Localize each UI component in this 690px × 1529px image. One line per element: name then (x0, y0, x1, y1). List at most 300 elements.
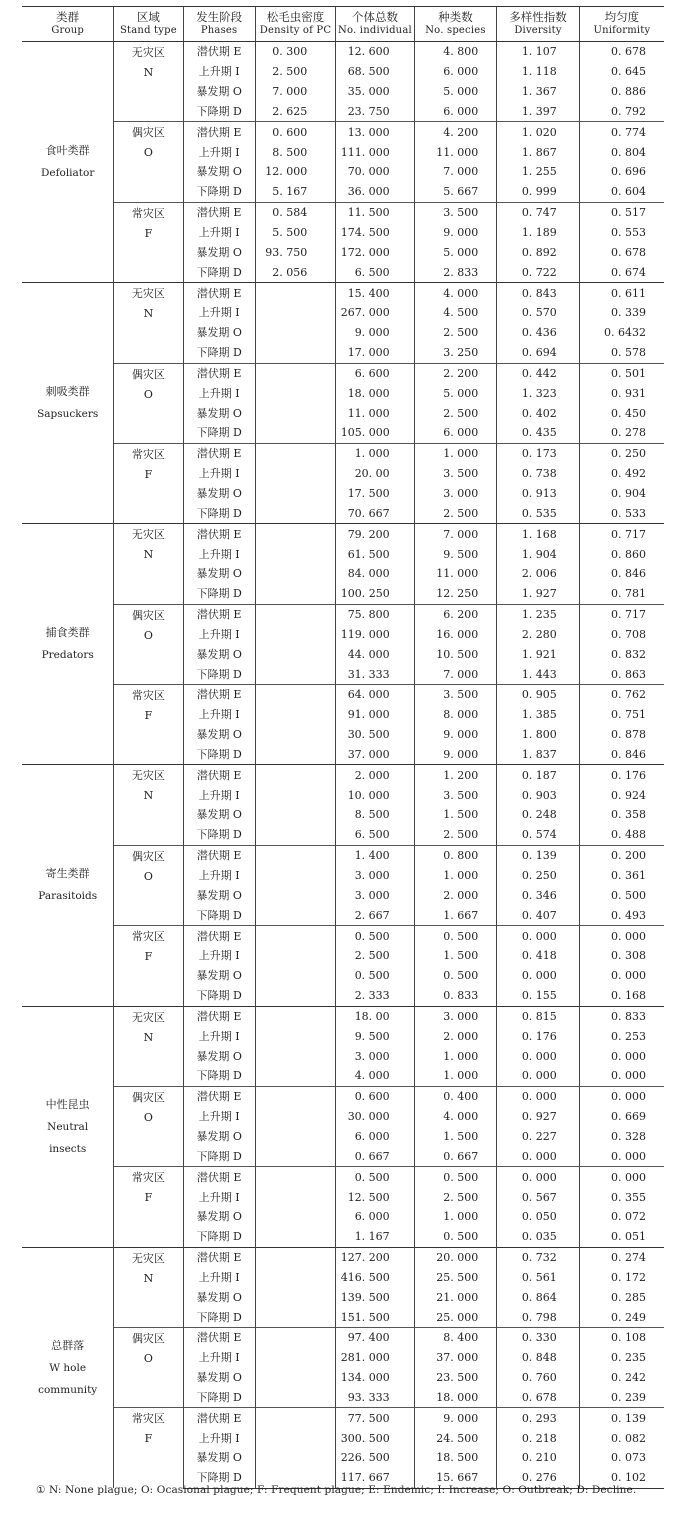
phase-cell: 潜伏期 E (183, 926, 255, 946)
uniformity-cell: 0. 781 (579, 584, 664, 604)
species-cell: 3. 500 (414, 202, 497, 222)
uniformity-cell: 0. 604 (579, 182, 664, 202)
diversity-cell: 0. 435 (497, 423, 580, 443)
stand-type-code: F (144, 1191, 153, 1205)
phase-cell: 暴发期 O (183, 242, 255, 262)
individuals-cell: 97. 400 (336, 1328, 414, 1348)
phase-cell: 暴发期 O (183, 1207, 255, 1227)
species-cell: 1. 000 (414, 1066, 497, 1086)
individuals-cell: 300. 500 (336, 1428, 414, 1448)
table-row (22, 1328, 664, 1348)
individuals-cell: 44. 000 (336, 644, 414, 664)
individuals-cell: 70. 000 (336, 162, 414, 182)
diversity-cell: 1. 107 (497, 42, 580, 62)
header-diversity: 多样性指数 Diversity (497, 7, 580, 42)
density-cell (255, 484, 336, 504)
group-label (22, 283, 114, 524)
density-cell: 2. 056 (255, 262, 336, 282)
uniformity-cell: 0. 235 (579, 1348, 664, 1368)
uniformity-cell: 0. 860 (579, 544, 664, 564)
individuals-cell: 6. 600 (336, 363, 414, 383)
density-cell (255, 946, 336, 966)
diversity-cell: 0. 000 (497, 966, 580, 986)
header-density: 松毛虫密度 Density of PC (255, 7, 336, 42)
uniformity-cell: 0. 139 (579, 1408, 664, 1428)
phase-cell: 暴发期 O (183, 1448, 255, 1468)
density-cell (255, 1167, 336, 1187)
species-cell: 21. 000 (414, 1287, 497, 1307)
species-cell: 25. 500 (414, 1267, 497, 1287)
group-name-zh: 捕食类群 (45, 626, 90, 640)
uniformity-cell: 0. 669 (579, 1107, 664, 1127)
phase-cell: 下降期 D (183, 1066, 255, 1086)
density-cell (255, 343, 336, 363)
phase-cell: 暴发期 O (183, 403, 255, 423)
table-row (22, 202, 664, 222)
phase-cell: 下降期 D (183, 1227, 255, 1247)
uniformity-cell: 0. 846 (579, 745, 664, 765)
diversity-cell: 0. 561 (497, 1267, 580, 1287)
diversity-cell: 0. 418 (497, 946, 580, 966)
stand-type-code: O (143, 1110, 153, 1124)
species-cell: 16. 000 (414, 624, 497, 644)
uniformity-cell: 0. 000 (579, 1046, 664, 1066)
diversity-cell: 0. 187 (497, 765, 580, 785)
individuals-cell: 1. 167 (336, 1227, 414, 1247)
diversity-cell: 0. 176 (497, 1026, 580, 1046)
phase-cell: 下降期 D (183, 102, 255, 122)
density-cell (255, 403, 336, 423)
diversity-cell: 0. 436 (497, 323, 580, 343)
species-cell: 6. 000 (414, 62, 497, 82)
stand-type-zh: 无灾区 (131, 769, 165, 783)
stand-type-cell (114, 1328, 183, 1408)
diversity-cell: 0. 999 (497, 182, 580, 202)
individuals-cell: 0. 500 (336, 926, 414, 946)
species-cell: 1. 000 (414, 866, 497, 886)
group-name-en: Neutral (47, 1120, 89, 1133)
individuals-cell: 93. 333 (336, 1388, 414, 1408)
individuals-cell: 226. 500 (336, 1448, 414, 1468)
uniformity-cell: 0. 358 (579, 805, 664, 825)
group-name-en: W hole (49, 1361, 87, 1374)
phase-cell: 潜伏期 E (183, 765, 255, 785)
density-cell: 0. 600 (255, 122, 336, 142)
phase-cell: 潜伏期 E (183, 1167, 255, 1187)
table-row (22, 1086, 664, 1106)
diversity-cell: 0. 927 (497, 1107, 580, 1127)
individuals-cell: 18. 00 (336, 1006, 414, 1026)
individuals-cell: 0. 500 (336, 966, 414, 986)
diversity-cell: 0. 000 (497, 1066, 580, 1086)
stand-type-cell (114, 1408, 183, 1488)
phase-cell: 暴发期 O (183, 1046, 255, 1066)
phase-cell: 上升期 I (183, 1348, 255, 1368)
diversity-cell: 0. 815 (497, 1006, 580, 1026)
diversity-cell: 0. 442 (497, 363, 580, 383)
uniformity-cell: 0. 239 (579, 1388, 664, 1408)
individuals-cell: 79. 200 (336, 524, 414, 544)
phase-cell: 潜伏期 E (183, 1328, 255, 1348)
individuals-cell: 174. 500 (336, 223, 414, 243)
species-cell: 2. 500 (414, 403, 497, 423)
uniformity-cell: 0. 172 (579, 1267, 664, 1287)
diversity-cell: 0. 000 (497, 1086, 580, 1106)
stand-type-code: N (143, 789, 154, 803)
diversity-cell: 2. 006 (497, 564, 580, 584)
phase-cell: 下降期 D (183, 503, 255, 523)
uniformity-cell: 0. 051 (579, 1227, 664, 1247)
species-cell: 23. 500 (414, 1368, 497, 1388)
density-cell (255, 624, 336, 644)
header-uniformity: 均匀度 Uniformity (579, 7, 664, 42)
individuals-cell: 6. 500 (336, 262, 414, 282)
density-cell (255, 1127, 336, 1147)
uniformity-cell: 0. 678 (579, 242, 664, 262)
species-cell: 3. 000 (414, 484, 497, 504)
individuals-cell: 172. 000 (336, 242, 414, 262)
stand-type-cell (114, 845, 183, 925)
species-cell: 5. 000 (414, 82, 497, 102)
stand-type-code: F (144, 226, 153, 240)
phase-cell: 上升期 I (183, 303, 255, 323)
individuals-cell: 9. 500 (336, 1026, 414, 1046)
density-cell (255, 986, 336, 1006)
individuals-cell: 100. 250 (336, 584, 414, 604)
stand-type-code: O (143, 869, 153, 883)
uniformity-cell: 0. 878 (579, 725, 664, 745)
header-group: 类群 Group (22, 7, 114, 42)
species-cell: 9. 000 (414, 223, 497, 243)
stand-type-cell (114, 202, 183, 282)
phase-cell: 上升期 I (183, 223, 255, 243)
diversity-cell: 0. 173 (497, 443, 580, 463)
diversity-cell: 0. 000 (497, 926, 580, 946)
stand-type-code: N (143, 1030, 154, 1044)
stand-type-zh: 常灾区 (131, 1171, 165, 1185)
species-cell: 24. 500 (414, 1428, 497, 1448)
species-cell: 2. 000 (414, 1026, 497, 1046)
stand-type-code: N (143, 66, 154, 79)
stand-type-zh: 常灾区 (131, 930, 165, 944)
individuals-cell: 2. 667 (336, 905, 414, 925)
phase-cell: 下降期 D (183, 825, 255, 845)
individuals-cell: 70. 667 (336, 503, 414, 523)
phase-cell: 潜伏期 E (183, 1006, 255, 1026)
species-cell: 0. 400 (414, 1086, 497, 1106)
phase-cell: 下降期 D (183, 745, 255, 765)
species-cell: 0. 667 (414, 1146, 497, 1166)
individuals-cell: 9. 000 (336, 323, 414, 343)
diversity-cell: 0. 738 (497, 464, 580, 484)
individuals-cell: 0. 600 (336, 1086, 414, 1106)
phase-cell: 上升期 I (183, 785, 255, 805)
species-cell: 9. 500 (414, 544, 497, 564)
individuals-cell: 1. 400 (336, 845, 414, 865)
uniformity-cell: 0. 904 (579, 484, 664, 504)
diversity-cell: 0. 227 (497, 1127, 580, 1147)
uniformity-cell: 0. 339 (579, 303, 664, 323)
species-cell: 9. 000 (414, 725, 497, 745)
group-label (22, 524, 114, 765)
uniformity-cell: 0. 488 (579, 825, 664, 845)
phase-cell: 上升期 I (183, 946, 255, 966)
diversity-cell: 1. 168 (497, 524, 580, 544)
uniformity-cell: 0. 533 (579, 503, 664, 523)
uniformity-cell: 0. 792 (579, 102, 664, 122)
stand-type-cell (114, 283, 183, 363)
stand-type-cell (114, 1167, 183, 1247)
table-row (22, 926, 664, 946)
density-cell (255, 1267, 336, 1287)
phase-cell: 下降期 D (183, 664, 255, 684)
diversity-cell: 0. 346 (497, 885, 580, 905)
table-row (22, 765, 664, 785)
phase-cell: 暴发期 O (183, 323, 255, 343)
phase-cell: 潜伏期 E (183, 42, 255, 62)
diversity-cell: 1. 867 (497, 142, 580, 162)
individuals-cell: 77. 500 (336, 1408, 414, 1428)
stand-type-cell (114, 926, 183, 1006)
diversity-cell: 1. 800 (497, 725, 580, 745)
diversity-cell: 1. 927 (497, 584, 580, 604)
table-row (22, 1006, 664, 1026)
individuals-cell: 8. 500 (336, 805, 414, 825)
phase-cell: 下降期 D (183, 343, 255, 363)
species-cell: 12. 250 (414, 584, 497, 604)
phase-cell: 上升期 I (183, 866, 255, 886)
group-label (22, 42, 114, 283)
individuals-cell: 18. 000 (336, 383, 414, 403)
stand-type-zh: 常灾区 (131, 689, 165, 702)
diversity-cell: 0. 250 (497, 866, 580, 886)
uniformity-cell: 0. 250 (579, 443, 664, 463)
species-cell: 4. 200 (414, 122, 497, 142)
individuals-cell: 416. 500 (336, 1267, 414, 1287)
uniformity-cell: 0. 249 (579, 1307, 664, 1327)
species-cell: 3. 250 (414, 343, 497, 363)
density-cell (255, 785, 336, 805)
diversity-cell: 1. 385 (497, 705, 580, 725)
phase-cell: 上升期 I (183, 624, 255, 644)
group-name-zh: 寄生类群 (45, 867, 90, 881)
density-cell (255, 745, 336, 765)
species-cell: 0. 500 (414, 966, 497, 986)
species-cell: 0. 800 (414, 845, 497, 865)
diversity-cell: 0. 535 (497, 503, 580, 523)
species-cell: 5. 000 (414, 383, 497, 403)
phase-cell: 上升期 I (183, 464, 255, 484)
species-cell: 1. 000 (414, 1207, 497, 1227)
insect-community-table (22, 6, 664, 1489)
species-cell: 18. 500 (414, 1448, 497, 1468)
uniformity-cell: 0. 200 (579, 845, 664, 865)
species-cell: 0. 833 (414, 986, 497, 1006)
phase-cell: 上升期 I (183, 1107, 255, 1127)
diversity-cell: 0. 248 (497, 805, 580, 825)
stand-type-code: F (144, 1432, 153, 1446)
individuals-cell: 3. 000 (336, 1046, 414, 1066)
stand-type-code: N (143, 1271, 154, 1285)
phase-cell: 暴发期 O (183, 1127, 255, 1147)
density-cell (255, 866, 336, 886)
density-cell (255, 905, 336, 925)
table-row (22, 1167, 664, 1187)
group-name-zh: 食叶类群 (45, 144, 90, 158)
density-cell (255, 1428, 336, 1448)
species-cell: 2. 500 (414, 323, 497, 343)
diversity-cell: 1. 904 (497, 544, 580, 564)
density-cell (255, 805, 336, 825)
density-cell (255, 1026, 336, 1046)
diversity-cell: 1. 118 (497, 62, 580, 82)
species-cell: 6. 200 (414, 604, 497, 624)
stand-type-zh: 常灾区 (131, 1412, 165, 1426)
stand-type-code: O (143, 387, 153, 401)
uniformity-cell: 0. 886 (579, 82, 664, 102)
uniformity-cell: 0. 492 (579, 464, 664, 484)
species-cell: 5. 000 (414, 242, 497, 262)
individuals-cell: 17. 000 (336, 343, 414, 363)
density-cell (255, 503, 336, 523)
individuals-cell: 91. 000 (336, 705, 414, 725)
density-cell (255, 283, 336, 303)
table-row (22, 1247, 664, 1267)
individuals-cell: 119. 000 (336, 624, 414, 644)
phase-cell: 下降期 D (183, 1468, 255, 1488)
species-cell: 6. 000 (414, 102, 497, 122)
diversity-cell: 1. 921 (497, 644, 580, 664)
individuals-cell: 3. 000 (336, 866, 414, 886)
stand-type-cell (114, 604, 183, 684)
uniformity-cell: 0. 355 (579, 1187, 664, 1207)
phase-cell: 潜伏期 E (183, 363, 255, 383)
phase-cell: 潜伏期 E (183, 524, 255, 544)
group-name-en: Predators (41, 649, 94, 662)
individuals-cell: 17. 500 (336, 484, 414, 504)
uniformity-cell: 0. 000 (579, 1086, 664, 1106)
density-cell (255, 644, 336, 664)
phase-cell: 潜伏期 E (183, 1086, 255, 1106)
uniformity-cell: 0. 308 (579, 946, 664, 966)
density-cell (255, 1146, 336, 1166)
density-cell (255, 1328, 336, 1348)
diversity-cell: 0. 570 (497, 303, 580, 323)
stand-type-code: O (143, 146, 153, 160)
diversity-cell: 0. 000 (497, 1146, 580, 1166)
density-cell: 2. 625 (255, 102, 336, 122)
uniformity-cell: 0. 501 (579, 363, 664, 383)
diversity-cell: 1. 255 (497, 162, 580, 182)
phase-cell: 潜伏期 E (183, 1247, 255, 1267)
individuals-cell: 139. 500 (336, 1287, 414, 1307)
density-cell (255, 443, 336, 463)
density-cell (255, 1408, 336, 1428)
density-cell (255, 544, 336, 564)
phase-cell: 潜伏期 E (183, 845, 255, 865)
uniformity-cell: 0. 493 (579, 905, 664, 925)
diversity-cell: 0. 574 (497, 825, 580, 845)
density-cell (255, 1227, 336, 1247)
diversity-cell: 0. 905 (497, 685, 580, 705)
phase-cell: 暴发期 O (183, 162, 255, 182)
species-cell: 20. 000 (414, 1247, 497, 1267)
density-cell (255, 885, 336, 905)
stand-type-zh: 偶灾区 (131, 1090, 165, 1104)
species-cell: 9. 000 (414, 1408, 497, 1428)
stand-type-zh: 无灾区 (131, 46, 165, 59)
density-cell (255, 765, 336, 785)
phase-cell: 上升期 I (183, 1187, 255, 1207)
density-cell (255, 1066, 336, 1086)
group-label (22, 765, 114, 1006)
density-cell (255, 1388, 336, 1408)
species-cell: 2. 500 (414, 503, 497, 523)
phase-cell: 暴发期 O (183, 644, 255, 664)
species-cell: 1. 667 (414, 905, 497, 925)
individuals-cell: 35. 000 (336, 82, 414, 102)
species-cell: 4. 500 (414, 303, 497, 323)
table-row (22, 604, 664, 624)
phase-cell: 潜伏期 E (183, 202, 255, 222)
species-cell: 8. 000 (414, 705, 497, 725)
phase-cell: 上升期 I (183, 142, 255, 162)
diversity-cell: 0. 732 (497, 1247, 580, 1267)
group-name-en: Defoliator (40, 167, 95, 180)
uniformity-cell: 0. 072 (579, 1207, 664, 1227)
individuals-cell: 11. 500 (336, 202, 414, 222)
stand-type-zh: 偶灾区 (131, 1332, 165, 1345)
group-name-zh: 总群落 (51, 1338, 85, 1352)
diversity-cell: 1. 397 (497, 102, 580, 122)
stand-type-cell (114, 765, 183, 845)
uniformity-cell: 0. 361 (579, 866, 664, 886)
density-cell (255, 664, 336, 684)
stand-type-code: F (144, 950, 153, 964)
group-name-en: Sapsuckers (37, 408, 99, 421)
density-cell (255, 1287, 336, 1307)
density-cell (255, 1006, 336, 1026)
species-cell: 2. 200 (414, 363, 497, 383)
phase-cell: 下降期 D (183, 1388, 255, 1408)
uniformity-cell: 0. 328 (579, 1127, 664, 1147)
species-cell: 1. 500 (414, 946, 497, 966)
phase-cell: 暴发期 O (183, 725, 255, 745)
stand-type-zh: 偶灾区 (131, 126, 165, 140)
diversity-cell: 0. 000 (497, 1046, 580, 1066)
density-cell (255, 303, 336, 323)
individuals-cell: 267. 000 (336, 303, 414, 323)
individuals-cell: 23. 750 (336, 102, 414, 122)
diversity-cell: 0. 218 (497, 1428, 580, 1448)
footnote: ① N: None plague; O: Ocasional plague; F: Frequent plague; E: Endemic; I: Increase; O: Outbreak; D: Decline. (36, 1484, 637, 1496)
phase-cell: 下降期 D (183, 182, 255, 202)
phase-cell: 暴发期 O (183, 885, 255, 905)
density-cell (255, 363, 336, 383)
uniformity-cell: 0. 762 (579, 685, 664, 705)
individuals-cell: 20. 00 (336, 464, 414, 484)
stand-type-cell (114, 443, 183, 523)
uniformity-cell: 0. 578 (579, 343, 664, 363)
group-name-en: insects (49, 1142, 87, 1155)
table-body (22, 42, 664, 1489)
stand-type-code: F (144, 467, 153, 481)
diversity-cell: 0. 276 (497, 1468, 580, 1488)
uniformity-cell: 0. 500 (579, 885, 664, 905)
individuals-cell: 68. 500 (336, 62, 414, 82)
diversity-cell: 0. 760 (497, 1368, 580, 1388)
species-cell: 4. 800 (414, 42, 497, 62)
